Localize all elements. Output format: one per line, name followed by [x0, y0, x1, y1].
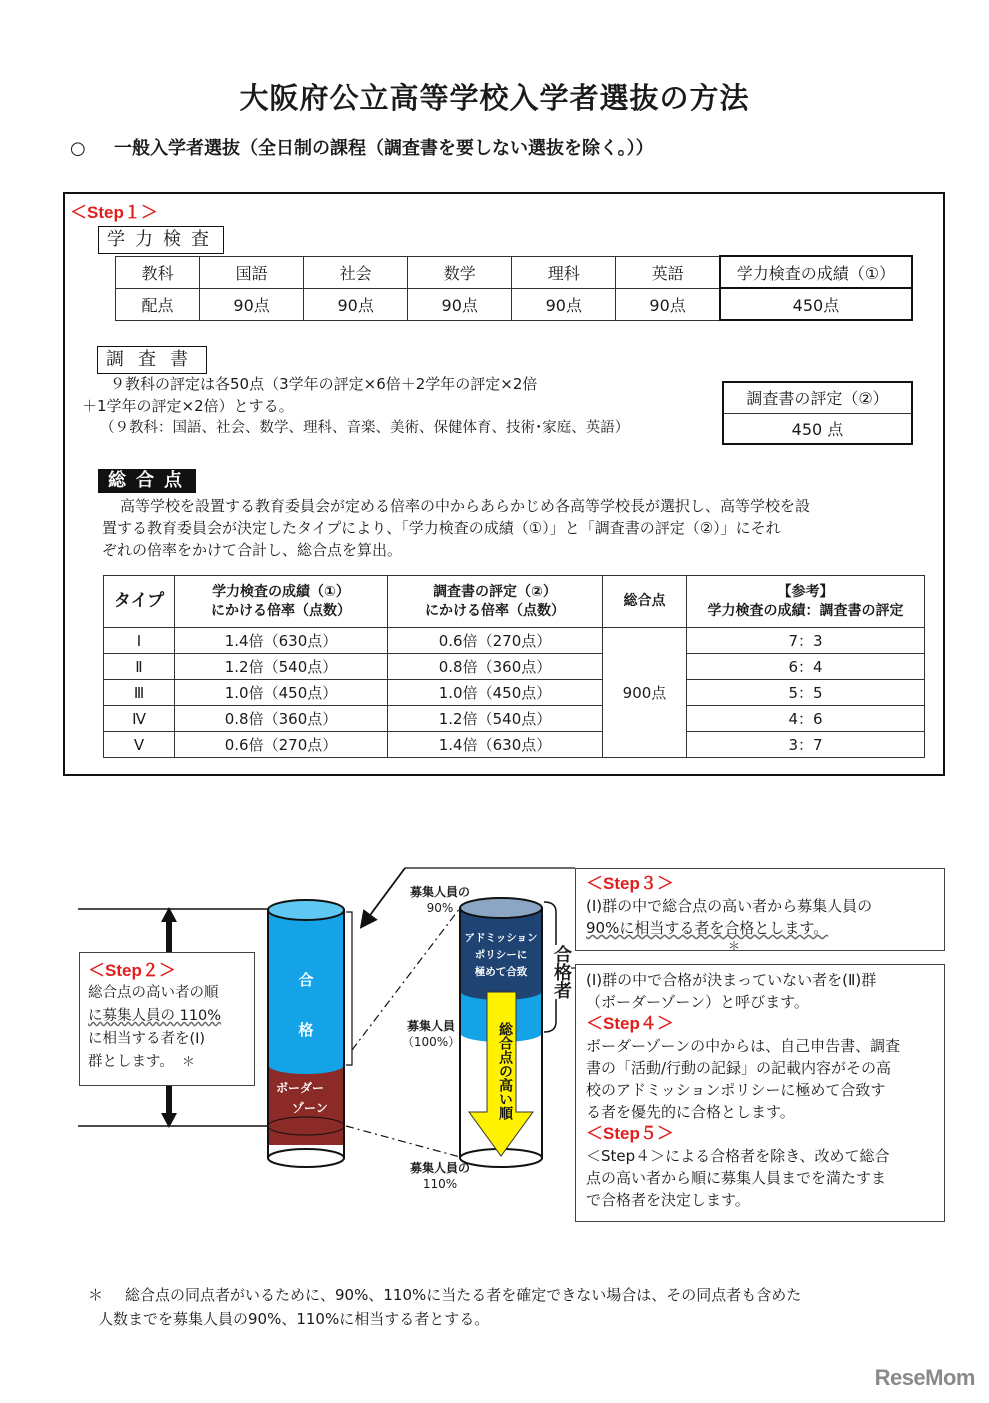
label-line: 募集人員の — [409, 885, 470, 899]
step2-box — [79, 952, 255, 1086]
label-90-percent — [398, 884, 482, 916]
header-line: 調査書の評定（②） — [433, 583, 557, 600]
table-row — [104, 680, 925, 706]
report-line: （９教科：国語、社会、数学、理科、音楽、美術、保健体育、技術･家庭、英語） — [100, 420, 630, 436]
label-line: 募集人員 — [406, 1019, 455, 1033]
label-line: 90% — [426, 901, 454, 915]
step4-5-box — [575, 964, 945, 1222]
step4-line: 校のアドミッションポリシーに極めて合致す — [586, 1081, 886, 1099]
step2-line: 総合点の高い者の順 — [88, 985, 219, 1001]
label-100-percent — [396, 1018, 466, 1050]
step5-line: 点の高い者から順に募集人員までを満たすま — [586, 1169, 887, 1187]
table-row — [116, 288, 913, 320]
total-line: 高等学校を設置する教育委員会が定める倍率の中からあらかじめ各高等学校長が選択し、高等学校を設 — [120, 497, 811, 515]
cell-academic: 0.8倍（360点） — [175, 706, 388, 732]
step4-line: ボーダーゾーンの中からは、自己申告書、調査 — [586, 1037, 901, 1055]
table-cell: 調査書の評定（②） — [723, 382, 912, 413]
cell-report: 1.2倍（540点） — [388, 706, 603, 732]
table-cell: 教科 — [116, 256, 200, 288]
step4-line: る者を優先的に合格とします。 — [586, 1103, 795, 1121]
asterisk-mark: ＊ — [728, 939, 741, 953]
intro-line: （ボーダーゾーン）と呼びます。 — [586, 993, 809, 1011]
header-line: にかける倍率（点数） — [425, 602, 565, 619]
cell-total: 900点 — [603, 628, 687, 758]
cell-ratio: 4：6 — [687, 706, 925, 732]
report-line: ９教科の評定は各50点（3学年の評定×6倍＋2学年の評定×2倍 — [110, 375, 538, 393]
table-cell: 90点 — [408, 288, 512, 320]
cell-report: 1.4倍（630点） — [388, 732, 603, 758]
footnote-line: 人数までを募集人員の90%、110%に相当する者とする。 — [98, 1310, 490, 1328]
table-cell: 英語 — [616, 256, 720, 288]
step2-label: ＜Step２＞ — [88, 961, 176, 980]
table-cell: 90点 — [200, 288, 304, 320]
table-cell: 数学 — [408, 256, 512, 288]
label-line: ポリシーに — [474, 949, 528, 961]
table-row — [104, 706, 925, 732]
step3-line: 90%に相当する者を合格とします。 — [586, 919, 829, 937]
total-description — [102, 495, 932, 561]
resemom-logo: ReseMom — [874, 1365, 975, 1390]
footnote-line: 総合点の同点者がいるために、90%、110%に当たる者を確定できない場合は、その同点者も含めた — [125, 1286, 802, 1304]
cell-report: 1.0倍（450点） — [388, 680, 603, 706]
cell-type: Ⅲ — [104, 680, 175, 706]
footnote — [88, 1283, 948, 1331]
label-line: 極めて合致 — [474, 966, 528, 978]
report-heading: 調査書 — [97, 346, 207, 374]
label-110-percent — [398, 1160, 482, 1192]
table-header-row — [104, 576, 925, 628]
step3-box — [575, 868, 945, 951]
table-row — [104, 628, 925, 654]
cell-ratio: 5：5 — [687, 680, 925, 706]
pass-char: 合 — [298, 971, 314, 989]
header-total: 総合点 — [603, 576, 687, 628]
table-cell: 理科 — [512, 256, 616, 288]
header-ref — [687, 576, 925, 628]
cell-academic: 0.6倍（270点） — [175, 732, 388, 758]
table-cell: 90点 — [512, 288, 616, 320]
header-academic — [175, 576, 388, 628]
cell-academic: 1.2倍（540点） — [175, 654, 388, 680]
step3-label: ＜Step３＞ — [586, 874, 674, 893]
label-line: アドミッション — [464, 932, 538, 944]
border-line: ゾーン — [292, 1101, 328, 1115]
academic-test-heading: 学力検査 — [98, 226, 224, 254]
cell-report: 0.8倍（360点） — [388, 654, 603, 680]
cell-ratio: 6：4 — [687, 654, 925, 680]
border-line: ボーダー — [276, 1081, 325, 1095]
table-row — [104, 654, 925, 680]
table-row — [723, 413, 912, 444]
header-type: タイプ — [104, 576, 175, 628]
table-cell: 社会 — [304, 256, 408, 288]
step5-label: ＜Step５＞ — [586, 1124, 674, 1143]
section-subtitle — [70, 134, 654, 160]
report-score-table — [722, 381, 913, 445]
table-cell: 90点 — [616, 288, 720, 320]
admission-policy-label — [460, 930, 542, 981]
report-line: ＋1学年の評定×2倍）とする。 — [82, 397, 294, 415]
table-row — [104, 732, 925, 758]
step3-line: (Ⅰ)群の中で総合点の高い者から募集人員の — [586, 897, 873, 915]
cell-type: Ⅰ — [104, 628, 175, 654]
arrow-label: 総合点の高い順 — [497, 1022, 513, 1120]
pass-label — [268, 955, 344, 1055]
cell-ratio: 7：3 — [687, 628, 925, 654]
table-row — [723, 382, 912, 413]
header-line: にかける倍率（点数） — [211, 602, 351, 619]
total-heading: 総合点 — [98, 469, 196, 493]
step5-line: ＜Step４＞による合格者を除き、改めて総合 — [586, 1147, 890, 1165]
passers-label: 合格者 — [551, 945, 572, 999]
cell-type: Ⅴ — [104, 732, 175, 758]
step2-line: に募集人員の 110% — [88, 1008, 222, 1024]
label-line: （100%） — [401, 1035, 461, 1049]
cell-report: 0.6倍（270点） — [388, 628, 603, 654]
step4-label: ＜Step４＞ — [586, 1014, 674, 1033]
label-line: 募集人員の — [409, 1161, 470, 1175]
border-zone-label — [270, 1078, 346, 1118]
table-cell: 450 点 — [723, 413, 912, 444]
cell-type: Ⅳ — [104, 706, 175, 732]
report-description — [82, 373, 702, 439]
bullet-circle: ○ — [70, 138, 86, 159]
label-line: 110% — [422, 1177, 458, 1191]
asterisk-mark: ＊ — [181, 1055, 195, 1070]
step2-line: 群とします。 — [88, 1054, 174, 1070]
asterisk-mark: ＊ — [88, 1286, 104, 1304]
cell-ratio: 3：7 — [687, 732, 925, 758]
header-line: 学力検査の成績：調査書の評定 — [707, 602, 904, 619]
table-cell: 配点 — [116, 288, 200, 320]
header-line: 学力検査の成績（①） — [212, 583, 350, 600]
step5-line: で合格者を決定します。 — [586, 1191, 750, 1209]
step2-line: に相当する者を(Ⅰ) — [88, 1031, 206, 1047]
academic-test-table — [115, 255, 913, 321]
step4-line: 書の「活動/行動の記録」の記載内容がその高 — [586, 1059, 892, 1077]
header-report — [388, 576, 603, 628]
subtitle-text: 一般入学者選抜（全日制の課程（調査書を要しない選抜を除く。）） — [114, 138, 654, 159]
step1-label: ＜Step１＞ — [70, 203, 158, 222]
total-line: 置する教育委員会が決定したタイプにより、「学力検査の成績（①）」と「調査書の評定（②）」にそれ — [102, 519, 781, 537]
table-cell: 学力検査の成績（①） — [720, 256, 912, 288]
page-title: 大阪府公立高等学校入学者選抜の方法 — [239, 81, 750, 115]
cell-type: Ⅱ — [104, 654, 175, 680]
header-line: 【参考】 — [777, 583, 834, 600]
cell-academic: 1.4倍（630点） — [175, 628, 388, 654]
table-cell: 450点 — [720, 288, 912, 320]
table-cell: 国語 — [200, 256, 304, 288]
table-row — [116, 256, 913, 288]
cell-academic: 1.0倍（450点） — [175, 680, 388, 706]
pass-char: 格 — [298, 1021, 314, 1039]
total-line: ぞれの倍率をかけて合計し、総合点を算出。 — [102, 541, 403, 559]
type-ratio-table — [103, 575, 925, 758]
intro-line: (Ⅰ)群の中で合格が決まっていない者を(Ⅱ)群 — [586, 971, 877, 989]
table-cell: 90点 — [304, 288, 408, 320]
